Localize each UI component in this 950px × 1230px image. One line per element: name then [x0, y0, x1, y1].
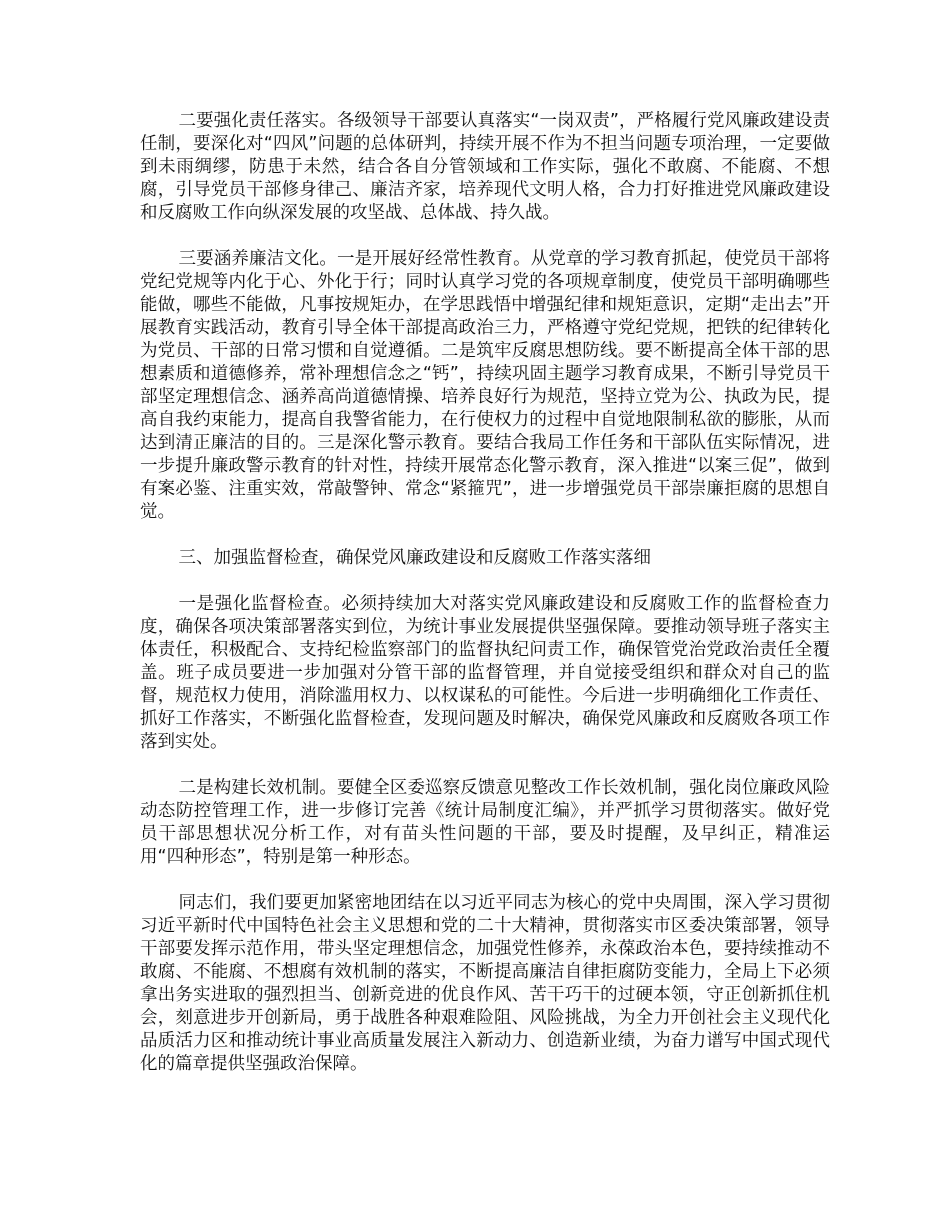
paragraph-long-term-mechanism: 二是构建长效机制。要健全区委巡察反馈意见整改工作长效机制，强化岗位廉政风险动态防控管理工作，进一步修订完善《统计局制度汇编》，并严抓学习贯彻落实。做好党员干部思想状况分析工作，对有苗头性问题的干部，要及时提醒，及早纠正，精准运用“四种形态”，特别是第一种形态。 [140, 778, 830, 867]
paragraph-strengthen-responsibility: 二要强化责任落实。各级领导干部要认真落实“一岗双责”，严格履行党风廉政建设责任制，要深化对“四风”问题的总体研判，持续开展不作为不担当问题专项治理，一定要做到未雨绸缪，防患于未然，结合各自分管领域和工作实际，强化不敢腐、不能腐、不想腐，引导党员干部修身律己、廉洁齐家，培养现代文明人格，合力打好推进党风廉政建设和反腐败工作向纵深发展的攻坚战、总体战、持久战。 [140, 111, 830, 223]
paragraph-supervision-inspection: 一是强化监督检查。必须持续加大对落实党风廉政建设和反腐败工作的监督检查力度，确保各项决策部署落实到位，为统计事业发展提供坚强保障。要推动领导班子落实主体责任，积极配合、支持纪检监察部门的监督执纪问责工作，确保管党治党政治责任全覆盖。班子成员要进一步加强对分管干部的监督管理，并自觉接受组织和群众对自己的监督，规范权力使用，消除滥用权力、以权谋私的可能性。今后进一步明确细化工作责任、抓好工作落实，不断强化监督检查，发现问题及时解决，确保党风廉政和反腐败各项工作落到实处。 [140, 594, 830, 752]
document-body [140, 110, 830, 1099]
paragraph-closing-remarks: 同志们，我们要更加紧密地团结在以习近平同志为核心的党中央周围，深入学习贯彻习近平新时代中国特色社会主义思想和党的二十大精神，贯彻落实市区委决策部署，领导干部要发挥示范作用，带头坚定理想信念，加强党性修养，永葆政治本色，要持续推动不敢腐、不能腐、不想腐有效机制的落实，不断提高廉洁自律拒腐防变能力，全局上下必须拿出务实进取的强烈担当、创新竞进的优良作风、苦干巧干的过硬本领，守正创新抓住机会，刻意进步开创新局，勇于战胜各种艰难险阻、风险挑战，为全力开创社会主义现代化品质活力区和推动统计事业高质量发展注入新动力、创造新业绩，为奋力谱写中国式现代化的篇章提供坚强政治保障。 [140, 893, 830, 1074]
section-heading-supervision: 三、加强监督检查，确保党风廉政建设和反腐败工作落实落细 [178, 548, 651, 568]
paragraph-integrity-culture: 三要涵养廉洁文化。一是开展好经常性教育。从党章的学习教育抓起，使党员干部将党纪党规等内化于心、外化于行；同时认真学习党的各项规章制度，使党员干部明确哪些能做，哪些不能做，凡事按规矩办，在学思践悟中增强纪律和规矩意识，定期“走出去”开展教育实践活动，教育引导全体干部提高政治三力，严格遵守党纪党规，把铁的纪律转化为党员、干部的日常习惯和自觉遵循。二是筑牢反腐思想防线。要不断提高全体干部的思想素质和道德修养，常补理想信念之“钙”，持续巩固主题学习教育成果，不断引导党员干部坚定理想信念、涵养高尚道德情操、培养良好行为规范，坚持立党为公、执政为民，提高自我约束能力，提高自我警省能力，在行使权力的过程中自觉地限制私欲的膨胀，从而达到清正廉洁的目的。三是深化警示教育。要结合我局工作任务和干部队伍实际情况，进一步提升廉政警示教育的针对性，持续开展常态化警示教育，深入推进“以案三促”，做到有案必鉴、注重实效，常敲警钟、常念“紧箍咒”，进一步增强党员干部崇廉拒腐的思想自觉。 [140, 249, 830, 522]
